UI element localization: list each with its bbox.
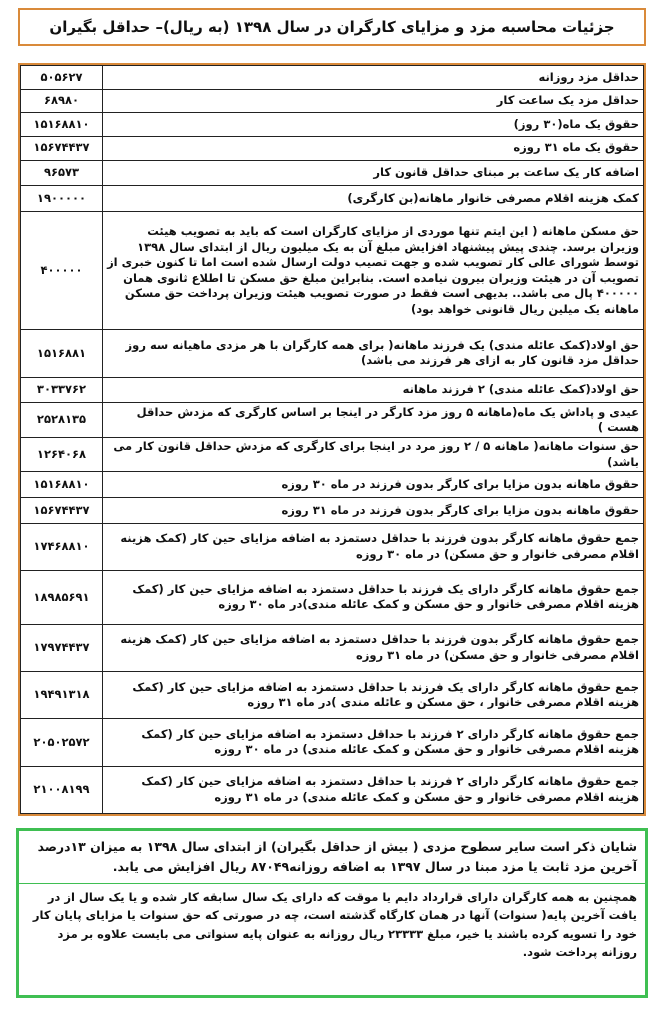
table-row xyxy=(21,186,644,212)
row-value: ۱۷۴۶۸۸۱۰ xyxy=(21,523,103,570)
row-value: ۲۰۵۰۲۵۷۲ xyxy=(21,719,103,766)
table-row xyxy=(21,377,644,403)
table-row xyxy=(21,89,644,113)
row-value: ۵۰۵۶۲۷ xyxy=(21,66,103,90)
note-seniority-base: همچنین به همه کارگران دارای قرارداد دایم یا موقت که دارای یک سال سابقه کار شده و یا یک سال از در یافت آخرین پایه( سنوات) آنها در همان کارگاه گذشته است، چه در صورتی که حق سنوات یا مزایای پایان کار خود را تسویه کرده باشند یا خیر، مبلغ ۲۳۳۳۳ ریال روزانه به عنوان پایه سنواتی می بایست علاوه بر مزد روزانه پرداخت شود. xyxy=(32,890,637,960)
table-row xyxy=(21,136,644,160)
row-label: عیدی و پاداش یک ماه(ماهانه ۵ روز مزد کارگر در اینجا بر اساس کارگری که مزدش حداقل هست ) xyxy=(103,403,644,437)
row-label: اضافه کار یک ساعت بر مبنای حداقل قانون کار xyxy=(103,160,644,186)
row-label: حقوق ماهانه بدون مزایا برای کارگر بدون فرزند در ماه ۳۱ روزه xyxy=(103,497,644,523)
row-value: ۱۵۶۷۴۴۳۷ xyxy=(21,497,103,523)
row-label: جمع حقوق ماهانه کارگر دارای ۲ فرزند با حداقل دستمزد به اضافه مزایای حین کار (کمک هزینه اقلام مصرفی خانوار و حق مسکن و کمک عائله مندی) در ماه ۳۰ روزه xyxy=(103,719,644,766)
row-label: حق اولاد(کمک عائله مندی) یک فرزند ماهانه( برای همه کارگران با هر مزدی ماهیانه سه روز حداقل مزد قانون کار به ازای هر فرزند می باشد) xyxy=(103,330,644,377)
row-label: جمع حقوق ماهانه کارگر دارای ۲ فرزند با حداقل دستمزد به اضافه مزایای حین کار (کمک هزینه اقلام مصرفی خانوار و حق مسکن و کمک عائله مندی) در ماه ۳۱ روزه xyxy=(103,766,644,813)
table-row xyxy=(21,160,644,186)
table-row xyxy=(21,571,644,625)
row-label: جمع حقوق ماهانه کارگر بدون فرزند با حداقل دستمزد به اضافه مزایای حین کار (کمک هزینه اقلام مصرفی خانوار و حق مسکن) در ماه ۳۱ روزه xyxy=(103,624,644,671)
table-row xyxy=(21,624,644,671)
page-title: جزئیات محاسبه مزد و مزایای کارگران در سال ۱۳۹۸ (به ریال)– حداقل بگیران xyxy=(18,8,646,46)
row-value: ۱۲۶۴۰۶۸ xyxy=(21,437,103,471)
table-row xyxy=(21,523,644,570)
row-label: حقوق یک ماه ۳۱ روزه xyxy=(103,136,644,160)
row-value: ۴۰۰۰۰۰ xyxy=(21,212,103,330)
row-value: ۱۵۶۷۴۴۳۷ xyxy=(21,136,103,160)
row-value: ۲۵۲۸۱۳۵ xyxy=(21,403,103,437)
row-label: حداقل مزد روزانه xyxy=(103,66,644,90)
row-value: ۱۹۰۰۰۰۰ xyxy=(21,186,103,212)
row-label: حقوق یک ماه(۳۰ روز) xyxy=(103,113,644,137)
row-value: ۱۹۴۹۱۳۱۸ xyxy=(21,672,103,719)
row-label: جمع حقوق ماهانه کارگر دارای یک فرزند با حداقل دستمزد به اضافه مزایای حین کار (کمک هزینه اقلام مصرفی خانوار ، حق مسکن و عائله مندی )در ماه ۳۱ روزه xyxy=(103,672,644,719)
wage-table-frame xyxy=(18,63,646,816)
table-row xyxy=(21,719,644,766)
row-label: حق سنوات ماهانه( ماهانه ۵ / ۲ روز مرد در اینجا برای کارگری که مزدش حداقل قانون کار می باشد) xyxy=(103,437,644,471)
row-value: ۹۶۵۷۳ xyxy=(21,160,103,186)
row-value: ۱۵۱۶۸۸۱۰ xyxy=(21,113,103,137)
table-row xyxy=(21,472,644,498)
row-label: جمع حقوق ماهانه کارگر دارای یک فرزند با حداقل دستمزد به اضافه مزایای حین کار (کمک هزینه اقلام مصرفی خانوار و حق مسکن و کمک عائله مندی)در ماه ۳۰ روزه xyxy=(103,571,644,625)
table-row xyxy=(21,672,644,719)
row-label: کمک هزینه اقلام مصرفی خانوار ماهانه(بن کارگری) xyxy=(103,186,644,212)
row-label: حق اولاد(کمک عائله مندی) ۲ فرزند ماهانه xyxy=(103,377,644,403)
row-value: ۲۱۰۰۸۱۹۹ xyxy=(21,766,103,813)
row-label: حداقل مزد یک ساعت کار xyxy=(103,89,644,113)
row-value: ۳۰۳۳۷۶۲ xyxy=(21,377,103,403)
table-row xyxy=(21,497,644,523)
row-label: حق مسکن ماهانه ( این ایتم تنها موردی از مزایای کارگران است که باید به تصویب هیئت وزیران برسد. چندی پیش پیشنهاد افزایش مبلغ آن به یک میلیون ریال از ابتدای سال ۱۳۹۸ توسط شورای عالی کار تصویب شده و جهت تصیب دولت ارسال شده است اما تا کنون خبری از تصویب آن در هیئت وزیران بیرون نیامده است. بنابراین مبلغ حق مسکن تا اطلاع ثانوی همان ۴۰۰۰۰۰ پال می باشد.. بدیهی است فقط در صورت تصویب هیئت وزیران پرداخت حق مسکن ماهانه یک میلین ریال قانونی خواهد بود) xyxy=(103,212,644,330)
table-row xyxy=(21,113,644,137)
table-row xyxy=(21,66,644,90)
table-row xyxy=(21,766,644,813)
notes-box xyxy=(16,828,648,998)
row-label: حقوق ماهانه بدون مزایا برای کارگر بدون فرزند در ماه ۳۰ روزه xyxy=(103,472,644,498)
row-value: ۱۷۹۷۴۴۳۷ xyxy=(21,624,103,671)
row-label: جمع حقوق ماهانه کارگر بدون فرزند با حداقل دستمزد به اضافه مزایای حین کار (کمک هزینه اقلام مصرفی خانوار و حق مسکن) در ماه ۳۰ روزه xyxy=(103,523,644,570)
row-value: ۱۵۱۶۸۸۱ xyxy=(21,330,103,377)
note-other-wage-levels: شایان ذکر است سایر سطوح مزدی ( بیش از حداقل بگیران) از ابتدای سال ۱۳۹۸ به میزان ۱۳درصد آخرین مزد ثابت یا مزد مبنا در سال ۱۳۹۷ به اضافه روزانه۸۷۰۴۹ ریال افزایش می یابد. xyxy=(19,831,645,884)
table-row xyxy=(21,212,644,330)
table-row xyxy=(21,403,644,437)
table-row xyxy=(21,437,644,471)
wage-table xyxy=(20,65,644,814)
table-row xyxy=(21,330,644,377)
row-value: ۶۸۹۸۰ xyxy=(21,89,103,113)
row-value: ۱۵۱۶۸۸۱۰ xyxy=(21,472,103,498)
row-value: ۱۸۹۸۵۶۹۱ xyxy=(21,571,103,625)
